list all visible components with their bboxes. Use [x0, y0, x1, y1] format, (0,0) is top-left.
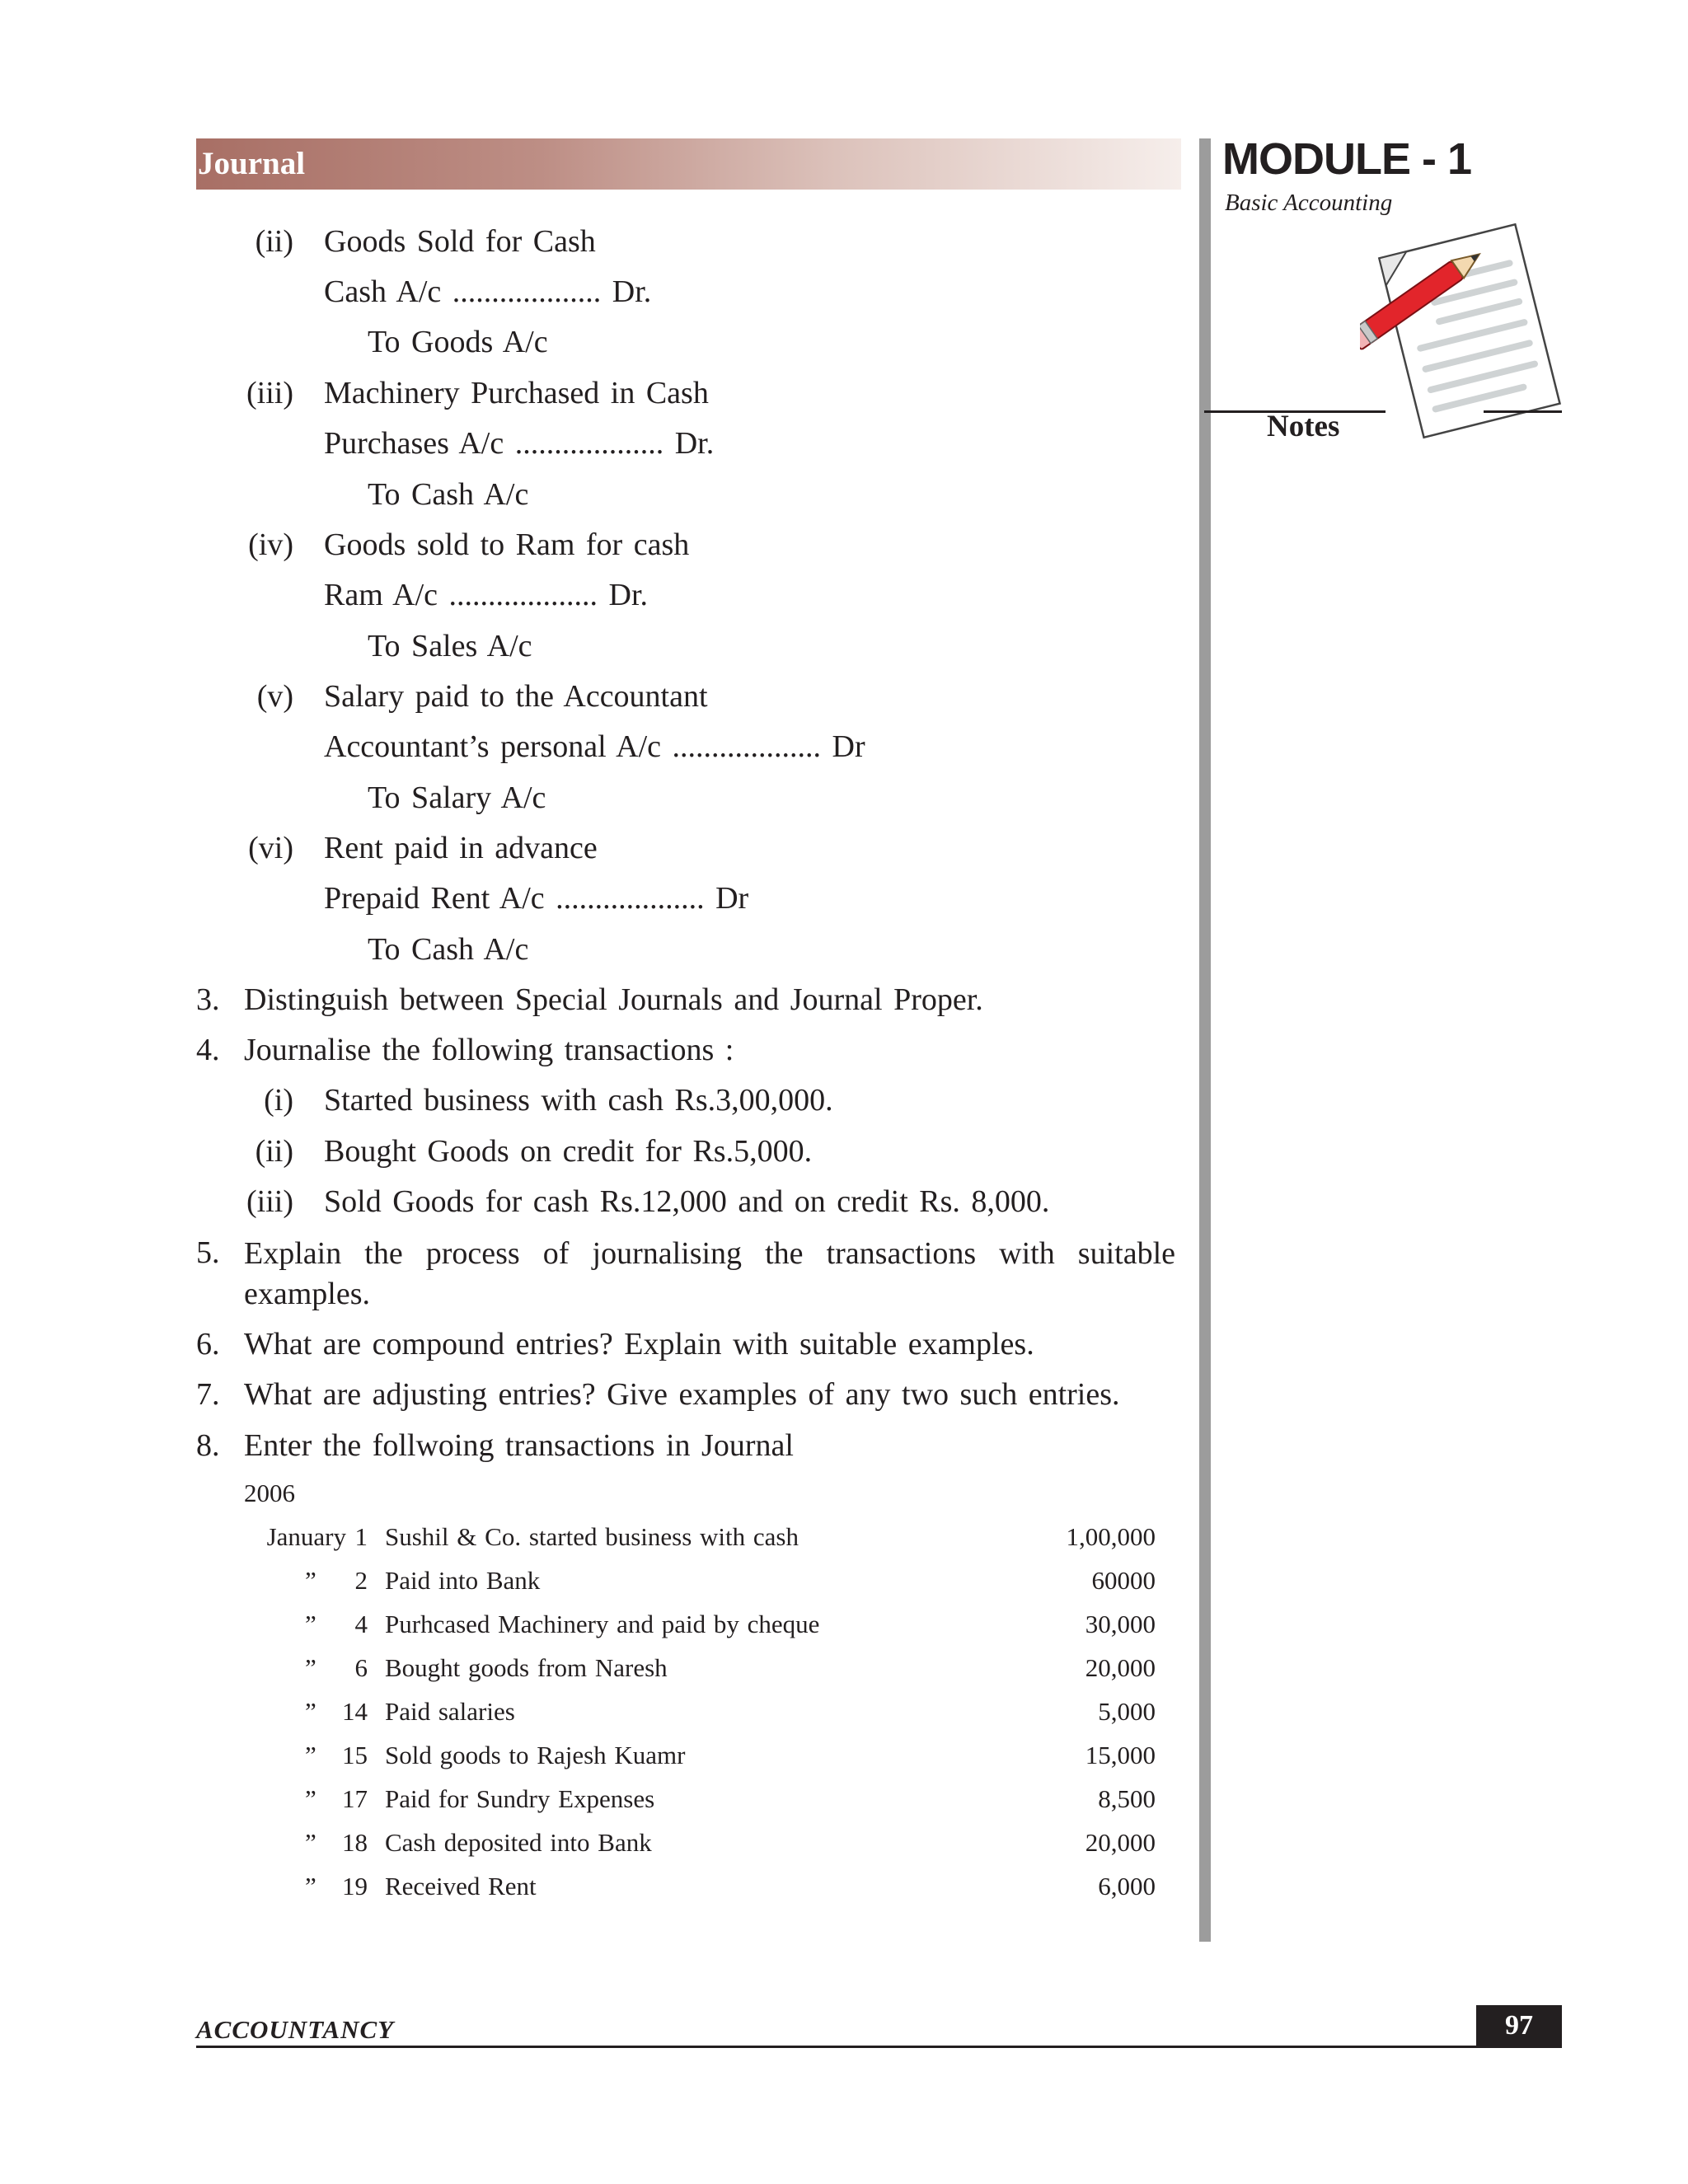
entry-description: Goods sold to Ram for cash [324, 527, 690, 562]
txn-day: 19 [342, 1872, 368, 1900]
question-number: 3. [196, 982, 220, 1017]
entry-debit-line: Ram A/c ................... Dr. [324, 578, 649, 612]
txn-day: 1 [354, 1522, 368, 1551]
txn-month: ” [305, 1566, 316, 1595]
txn-description: Cash deposited into Bank [385, 1828, 652, 1857]
question-text: What are compound entries? Explain with suitable examples. [244, 1327, 1034, 1361]
section-header-bar [196, 138, 1181, 190]
txn-month: ” [305, 1653, 316, 1682]
question-text: Journalise the following transactions : [244, 1033, 734, 1067]
txn-amount: 20,000 [1085, 1828, 1156, 1857]
txn-day: 14 [342, 1697, 368, 1726]
txn-amount: 1,00,000 [1066, 1522, 1156, 1551]
txn-day: 17 [342, 1784, 368, 1813]
question-number: 8. [196, 1428, 220, 1463]
question-text: Enter the follwoing transactions in Journal [244, 1428, 794, 1463]
txn-description: Sushil & Co. started business with cash [385, 1522, 799, 1551]
txn-month: ” [305, 1610, 316, 1638]
txn-description: Purhcased Machinery and paid by cheque [385, 1610, 820, 1638]
sub-item-label: (iii) [246, 1184, 293, 1219]
txn-amount: 30,000 [1085, 1610, 1156, 1638]
txn-day: 18 [342, 1828, 368, 1857]
txn-day: 4 [354, 1610, 368, 1638]
txn-description: Bought goods from Naresh [385, 1653, 668, 1682]
notes-label: Notes [1267, 410, 1340, 443]
question-text: What are adjusting entries? Give examples of any two such entries. [244, 1377, 1120, 1412]
txn-amount: 5,000 [1098, 1697, 1156, 1726]
entry-credit-line: To Sales A/c [368, 629, 532, 663]
txn-day: 6 [354, 1653, 368, 1682]
txn-month: ” [305, 1828, 316, 1857]
entry-debit-line: Prepaid Rent A/c ................... Dr [324, 881, 749, 916]
sub-item-text: Sold Goods for cash Rs.12,000 and on credit Rs. 8,000. [324, 1184, 1050, 1219]
entry-label: (v) [256, 679, 293, 714]
txn-description: Paid into Bank [385, 1566, 541, 1595]
entry-label: (vi) [248, 831, 293, 865]
txn-amount: 6,000 [1098, 1872, 1156, 1900]
entry-label: (ii) [255, 224, 293, 259]
entry-debit-line: Accountant’s personal A/c ................... Dr [324, 729, 865, 764]
txn-description: Received Rent [385, 1872, 537, 1900]
entry-credit-line: To Cash A/c [368, 477, 529, 512]
module-title: MODULE - 1 [1222, 134, 1472, 184]
question-number: 7. [196, 1377, 220, 1412]
question-number: 6. [196, 1327, 220, 1361]
entry-debit-line: Purchases A/c ................... Dr. [324, 426, 715, 461]
footer-rule [196, 2046, 1562, 2048]
question-number: 4. [196, 1033, 220, 1067]
sub-item-label: (i) [264, 1083, 293, 1118]
margin-divider [1199, 138, 1211, 1942]
txn-day: 15 [342, 1741, 368, 1769]
sub-item-text: Bought Goods on credit for Rs.5,000. [324, 1134, 813, 1169]
txn-amount: 60000 [1091, 1566, 1156, 1595]
entry-credit-line: To Cash A/c [368, 932, 529, 967]
sub-item-text: Started business with cash Rs.3,00,000. [324, 1083, 833, 1118]
entry-credit-line: To Goods A/c [368, 325, 548, 359]
txn-month: ” [305, 1784, 316, 1813]
txn-description: Sold goods to Rajesh Kuamr [385, 1741, 686, 1769]
page-number: 97 [1505, 2010, 1533, 2041]
entry-description: Goods Sold for Cash [324, 224, 596, 259]
txn-description: Paid for Sundry Expenses [385, 1784, 655, 1813]
txn-day: 2 [354, 1566, 368, 1595]
footer-subject: ACCOUNTANCY [196, 2015, 395, 2044]
question-text: Distinguish between Special Journals and Journal Proper. [244, 982, 983, 1017]
txn-description: Paid salaries [385, 1697, 515, 1726]
txn-amount: 20,000 [1085, 1653, 1156, 1682]
txn-month: ” [305, 1741, 316, 1769]
transactions-year: 2006 [244, 1479, 295, 1507]
sub-item-label: (ii) [255, 1134, 293, 1169]
txn-amount: 8,500 [1098, 1784, 1156, 1813]
txn-amount: 15,000 [1085, 1741, 1156, 1769]
txn-month: ” [305, 1697, 316, 1726]
txn-month: ” [305, 1872, 316, 1900]
entry-description: Rent paid in advance [324, 831, 598, 865]
entry-description: Salary paid to the Accountant [324, 679, 708, 714]
question-text: Explain the process of journalising the transactions with suitable examples. [244, 1236, 1175, 1311]
entry-label: (iv) [248, 527, 293, 562]
entry-credit-line: To Salary A/c [368, 780, 546, 815]
question-number: 5. [196, 1235, 220, 1270]
entry-label: (iii) [246, 376, 293, 410]
entry-debit-line: Cash A/c ................... Dr. [324, 274, 652, 309]
module-subtitle: Basic Accounting [1225, 190, 1393, 216]
section-title: Journal [198, 146, 306, 181]
notes-rule-right [1484, 410, 1562, 413]
txn-month: January [266, 1522, 346, 1551]
entry-description: Machinery Purchased in Cash [324, 376, 709, 410]
